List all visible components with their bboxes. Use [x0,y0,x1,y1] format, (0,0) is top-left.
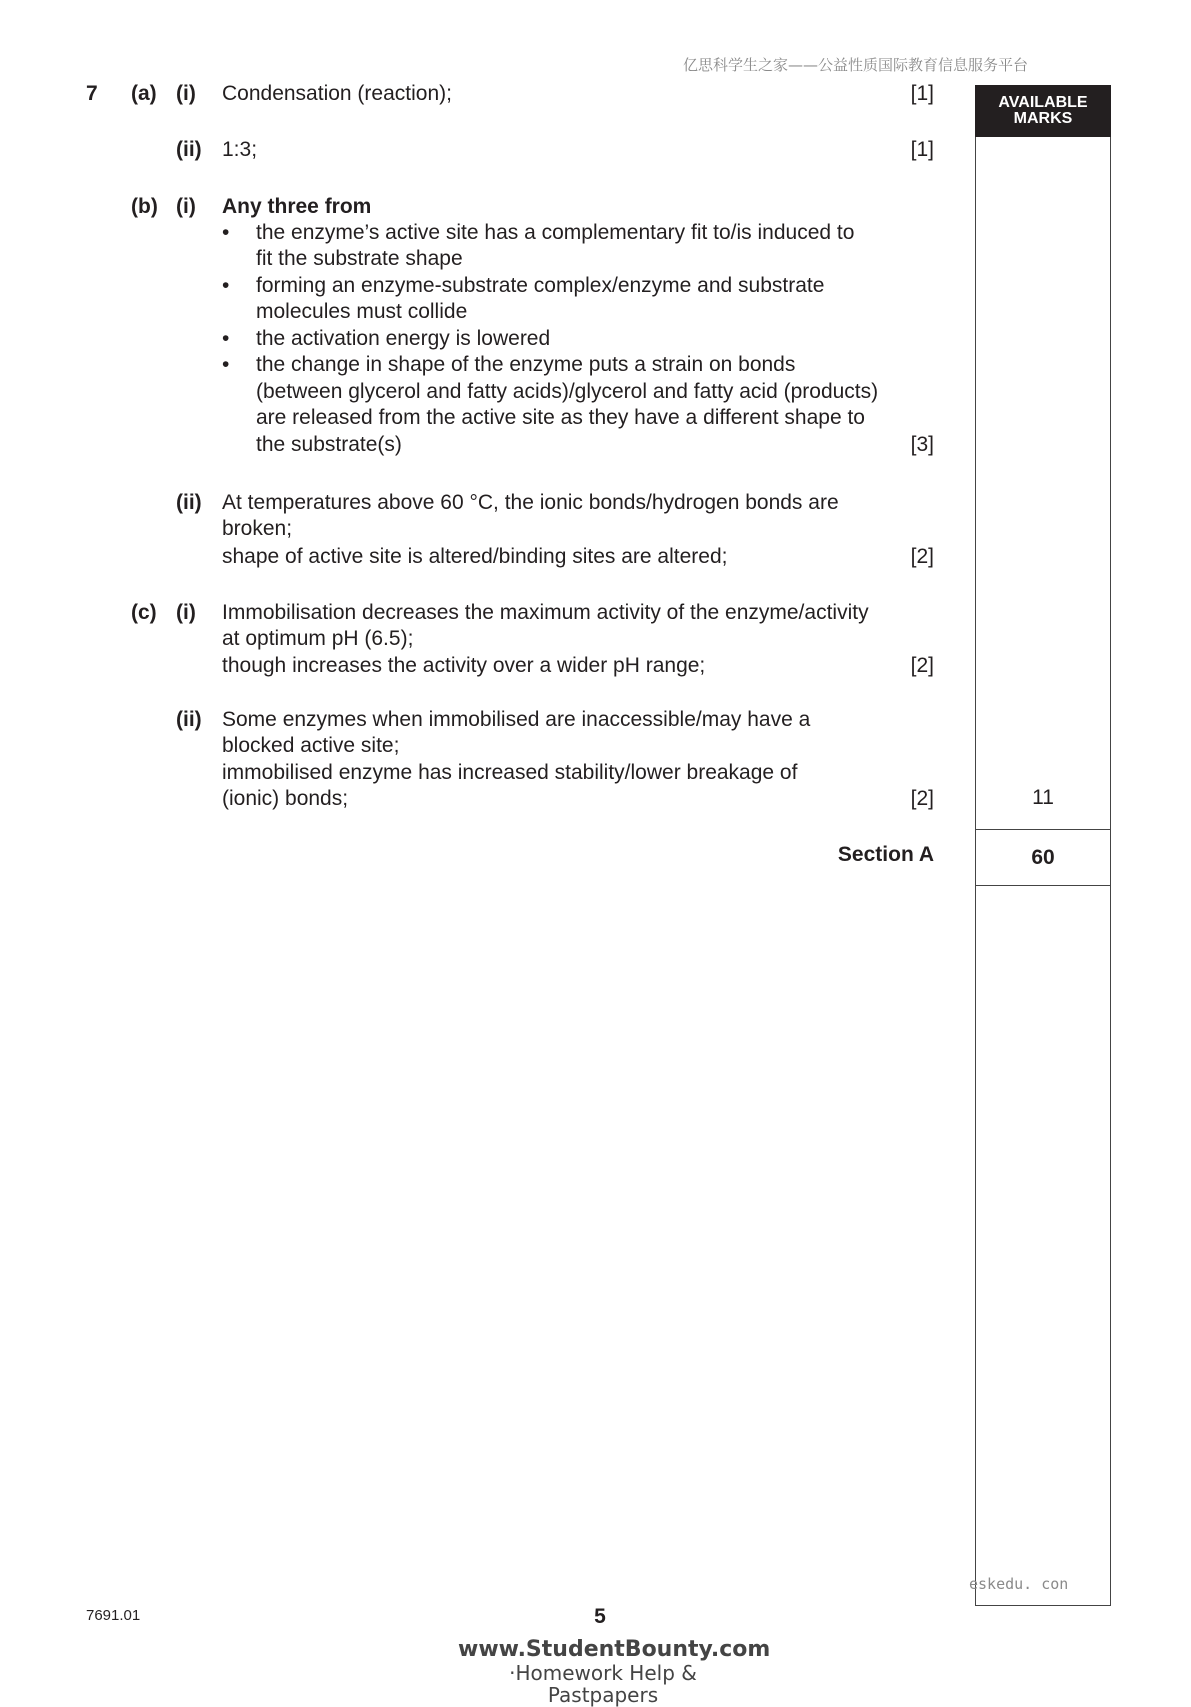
b-i-line-7: (between glycerol and fatty acids)/glycerol and fatty acid (products) [256,380,879,403]
bullet-1: • [222,221,230,244]
available-marks-heading [975,85,1111,137]
paper-code: 7691.01 [86,1607,141,1624]
part-a-label: (a) [131,82,157,105]
part-b-i-heading: Any three from [222,195,372,218]
question-total-marks: 11 [1032,786,1054,809]
part-a-ii-mark: [1] [910,138,934,161]
part-a-ii-answer: 1:3; [222,138,258,161]
b-i-line-4: molecules must collide [256,300,468,323]
section-total-marks: 60 [1031,846,1055,869]
c-ii-line-3: immobilised enzyme has increased stability/lower breakage of [222,761,798,784]
side-watermark: eskedu. con [969,1575,1069,1593]
b-i-line-5: the activation energy is lowered [256,327,551,350]
part-c-label: (c) [131,601,157,624]
c-ii-line-4: (ionic) bonds; [222,787,349,810]
bullet-3: • [222,327,230,350]
b-i-line-1: the enzyme’s active site has a complementary fit to/is induced to [256,221,855,244]
bullet-4: • [222,353,230,376]
brand-line-2: ·Homework Help & Pastpapers [509,1661,697,1707]
b-i-line-6: the change in shape of the enzyme puts a strain on bonds [256,353,796,376]
c-i-line-3: though increases the activity over a wider pH range; [222,654,706,677]
b-ii-line-1: At temperatures above 60 °C, the ionic bonds/hydrogen bonds are [222,491,839,514]
part-a-i-mark: [1] [910,82,934,105]
c-ii-line-2: blocked active site; [222,734,400,757]
brand-line-1: www.StudentBounty.com [458,1637,771,1662]
part-c-ii-label: (ii) [176,708,202,731]
b-i-line-9: the substrate(s) [256,433,402,456]
b-ii-line-2: broken; [222,517,293,540]
b-ii-line-3: shape of active site is altered/binding sites are altered; [222,545,728,568]
available-marks-heading-line2: MARKS [1013,110,1073,127]
studentbounty-logo [458,1637,771,1707]
part-c-i-mark: [2] [910,654,934,677]
b-i-line-3: forming an enzyme-substrate complex/enzyme and substrate [256,274,825,297]
part-c-i-label: (i) [176,601,196,624]
bullet-2: • [222,274,230,297]
part-b-ii-label: (ii) [176,491,202,514]
part-b-ii-mark: [2] [910,545,934,568]
c-ii-line-1: Some enzymes when immobilised are inaccessible/may have a [222,708,811,731]
available-marks-heading-line1: AVAILABLE [998,94,1088,111]
c-i-line-2: at optimum pH (6.5); [222,627,414,650]
part-b-label: (b) [131,195,158,218]
part-a-i-answer: Condensation (reaction); [222,82,452,105]
b-i-line-2: fit the substrate shape [256,247,463,270]
section-label: Section A [837,843,934,866]
marks-divider-2 [975,885,1111,886]
part-b-i-mark: [3] [910,433,934,456]
marks-divider-1 [975,829,1111,830]
part-b-i-label: (i) [176,195,196,218]
question-number: 7 [86,82,98,105]
header-watermark: 亿思科学生之家——公益性质国际教育信息服务平台 [683,56,1029,74]
part-a-i-label: (i) [176,82,196,105]
c-i-line-1: Immobilisation decreases the maximum activity of the enzyme/activity [222,601,869,624]
part-a-ii-label: (ii) [176,138,202,161]
page-number: 5 [594,1605,606,1628]
b-i-line-8: are released from the active site as they have a different shape to [256,406,865,429]
part-c-ii-mark: [2] [910,787,934,810]
